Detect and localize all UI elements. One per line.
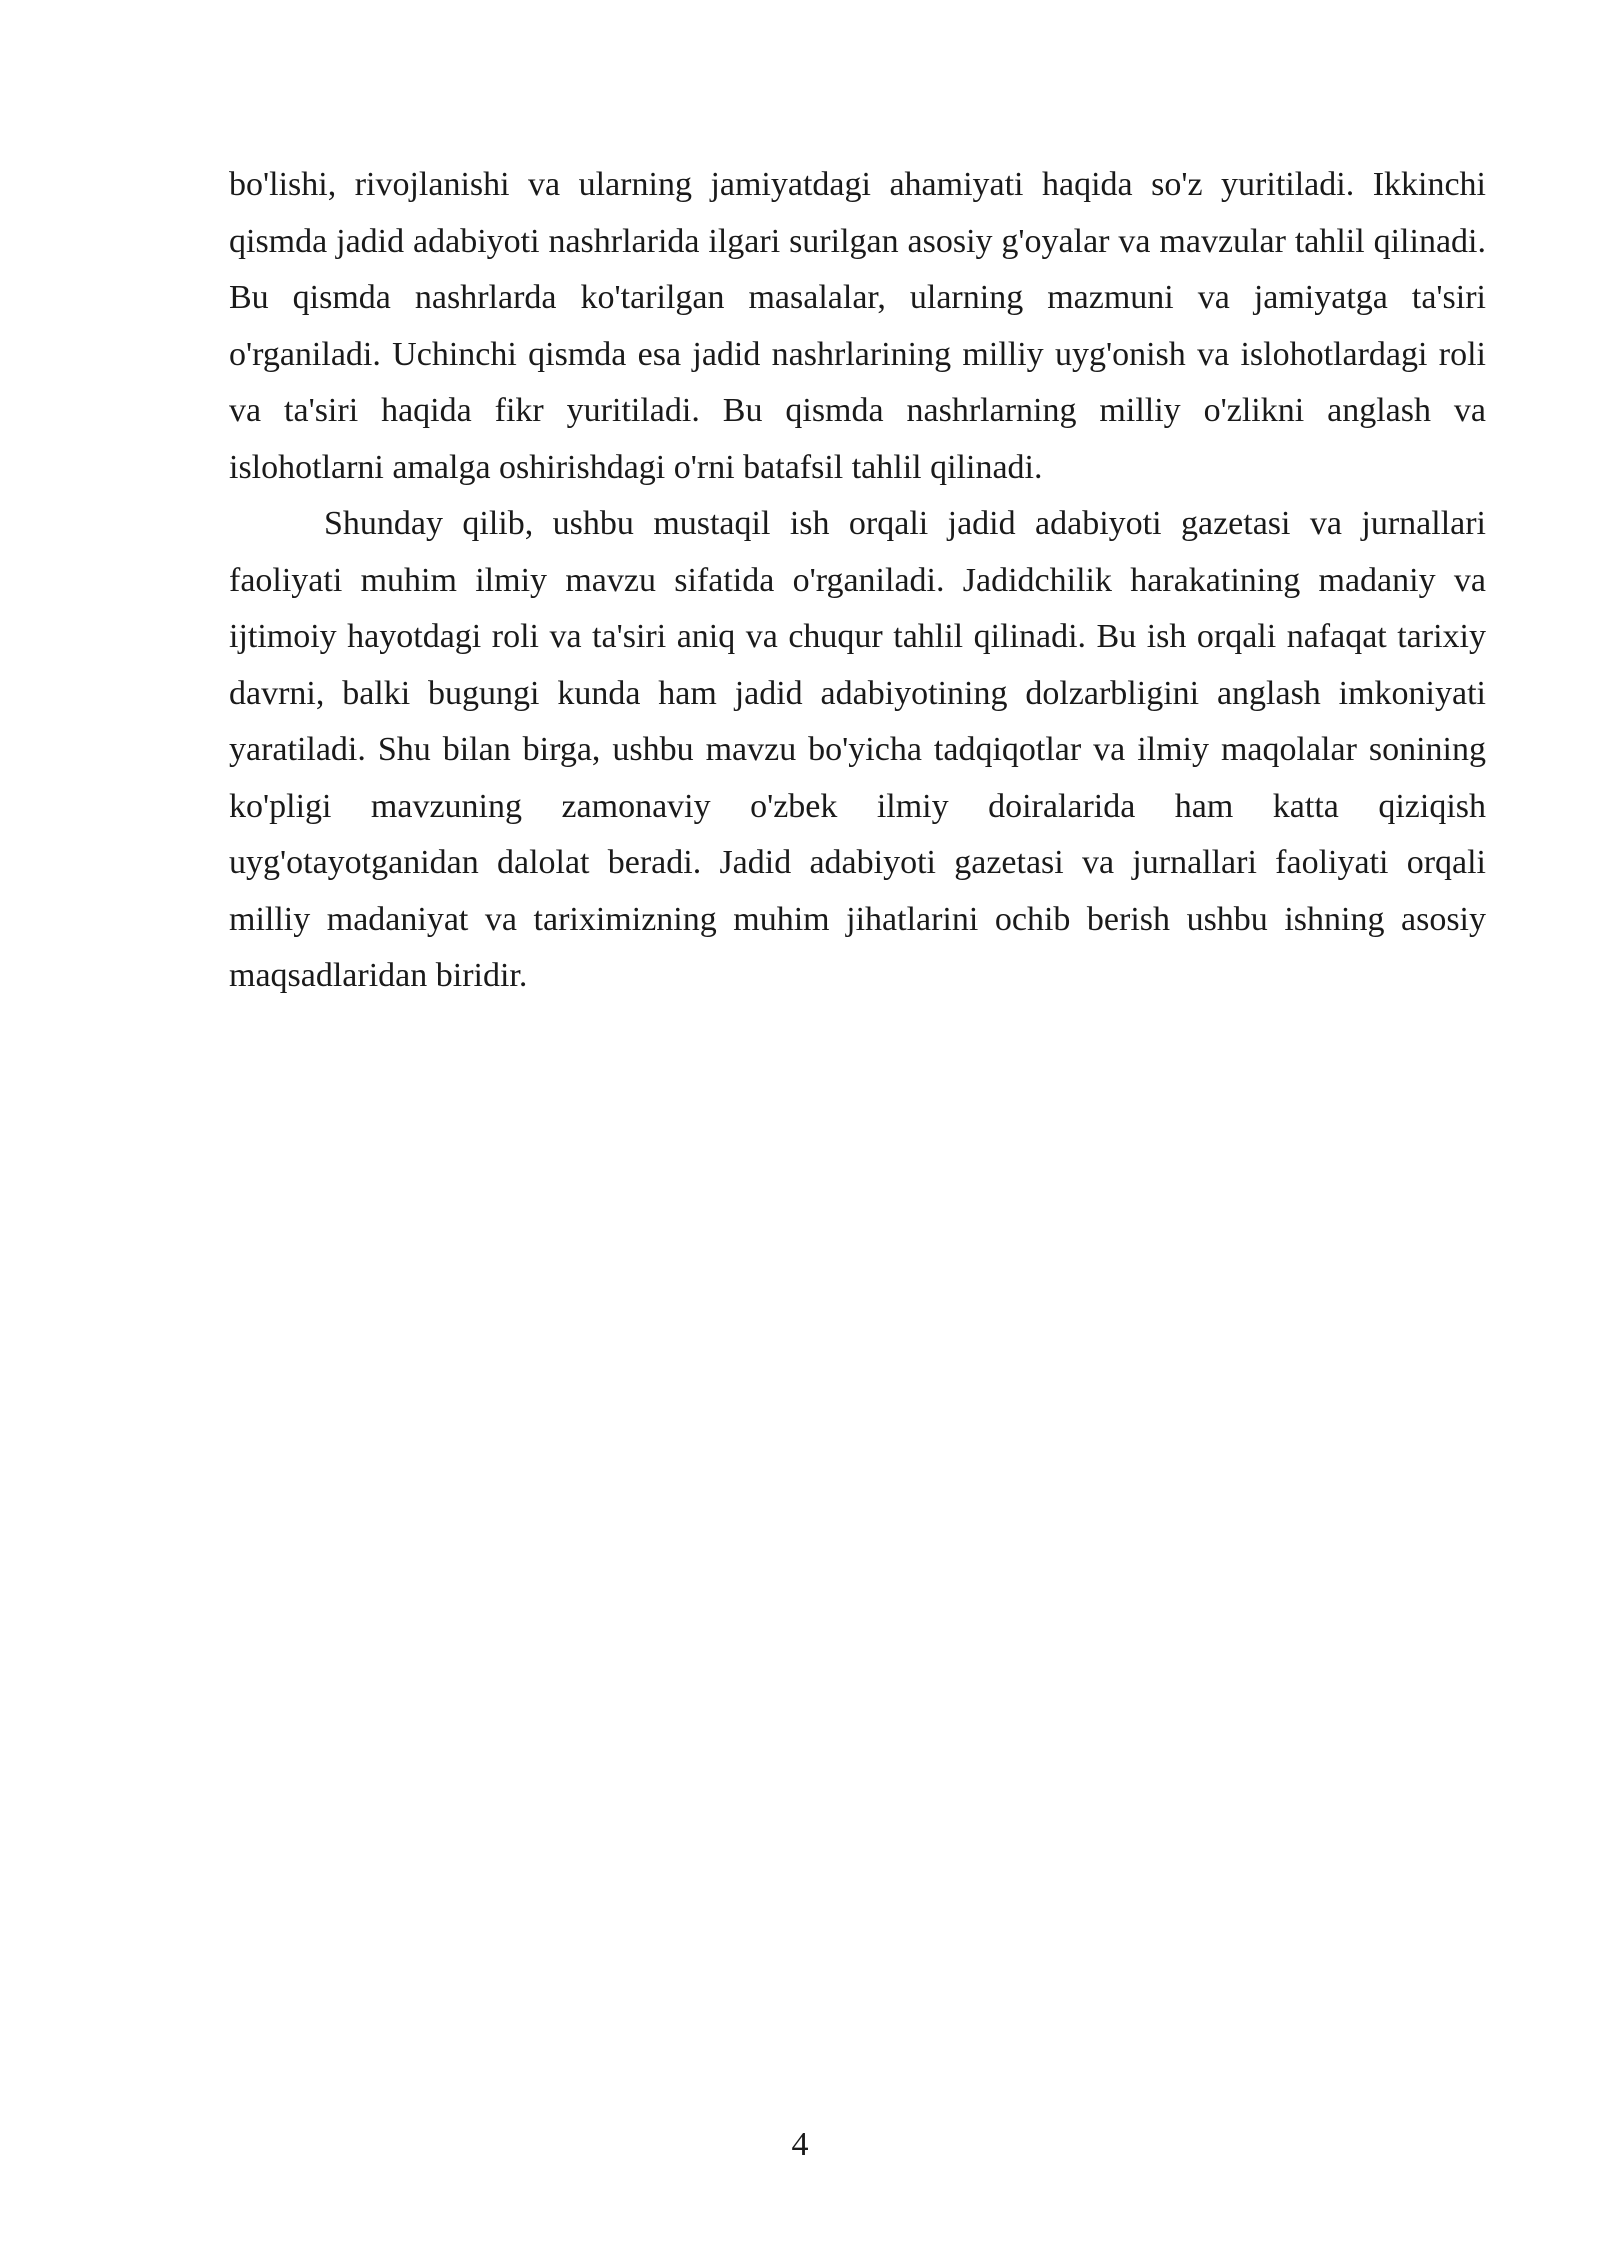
paragraph-conclusion: Shunday qilib, ushbu mustaqil ish orqali jadid adabiyoti gazetasi va jurnallari faoliyati muhim ilmiy mavzu sifatida o'rganiladi. Jadidchilik harakatining madaniy va ijtimoiy hayotdagi roli va ta'siri aniq va chuqur tahlil qilinadi. Bu ish orqali nafaqat tarixiy davrni, balki bugungi kunda ham jadid adabiyotining dolzarbligini anglash imkoniyati yaratiladi. Shu bilan birga, ushbu mavzu bo'yicha tadqiqotlar va ilmiy maqolalar sonining ko'pligi mavzuning zamonaviy o'zbek ilmiy doiralarida ham katta qiziqish uyg'otayotganidan dalolat beradi. Jadid adabiyoti gazetasi va jurnallari faoliyati orqali milliy madaniyat va tariximizning muhim jihatlarini ochib berish ushbu ishning asosiy maqsadlaridan biridir.: [229, 505, 1486, 994]
body-text: [229, 157, 1486, 1005]
page-number: 4: [791, 2126, 809, 2163]
paragraph-continued: bo'lishi, rivojlanishi va ularning jamiyatdagi ahamiyati haqida so'z yuritiladi. Ikkinchi qismda jadid adabiyoti nashrlarida ilgari surilgan asosiy g'oyalar va mavzular tahlil qilinadi. Bu qismda nashrlarda ko'tarilgan masalalar, ularning mazmuni va jamiyatga ta'siri o'rganiladi. Uchinchi qismda esa jadid nashrlarining milliy uyg'onish va islohotlardagi roli va ta'siri haqida fikr yuritiladi. Bu qismda nashrlarning milliy o'zlikni anglash va islohotlarni amalga oshirishdagi o'rni batafsil tahlil qilinadi.: [229, 166, 1486, 486]
